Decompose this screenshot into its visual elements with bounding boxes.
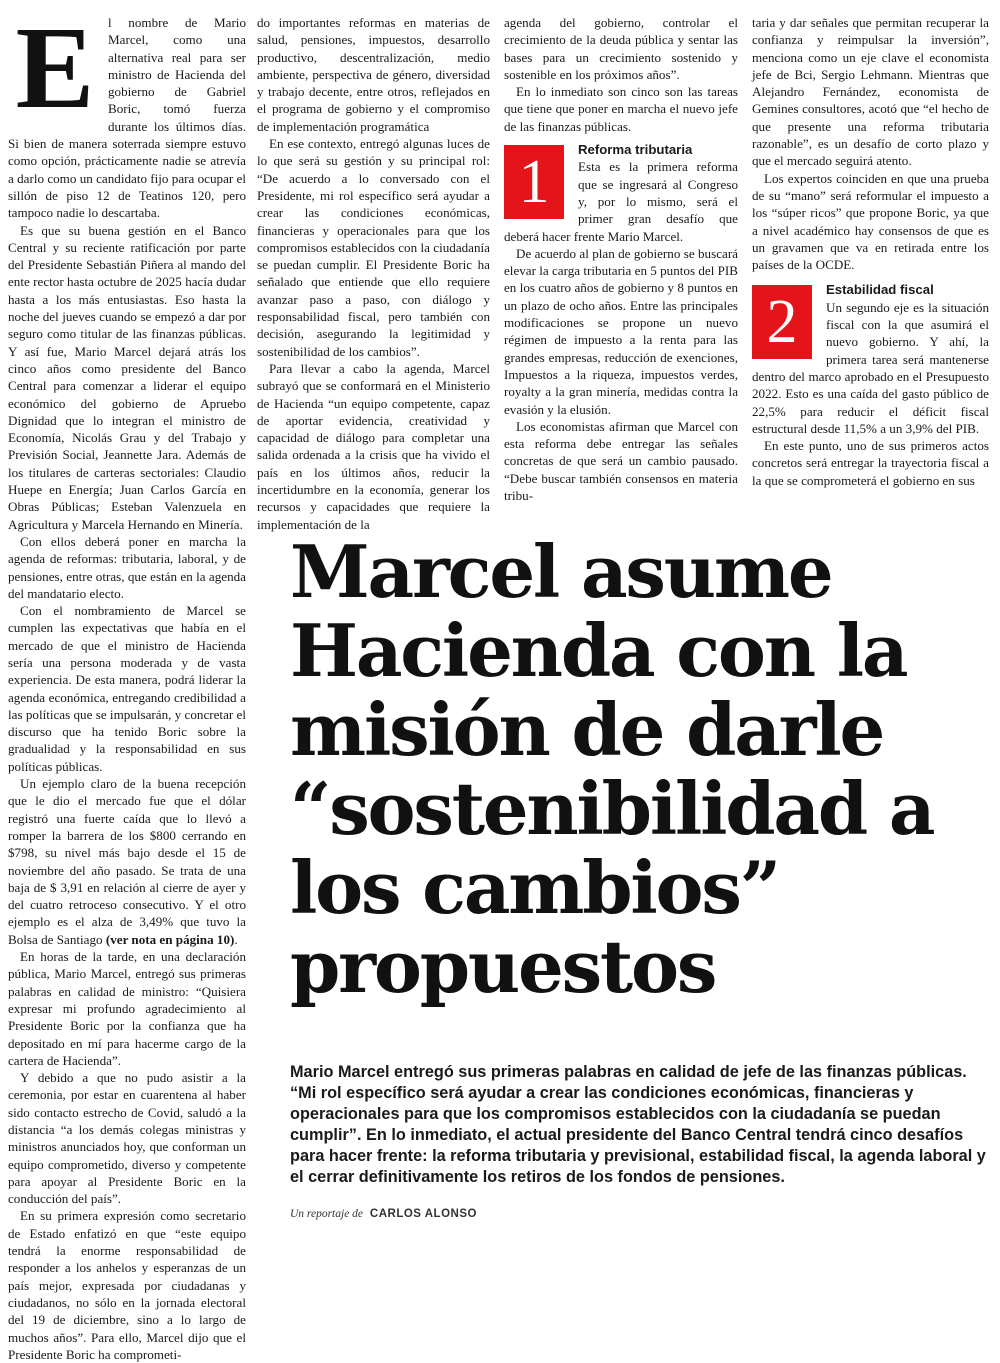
article-column-4 (752, 14, 989, 489)
byline-prefix: Un reportaje de (290, 1208, 364, 1220)
paragraph: En su primera expresión como secretario de Estado enfatizó en que “este equipo tendrá la enorme responsabilidad de responder a los anhelos y esperanzas de un país mejor, expresada por ciudadanas y ciudadanos, no sólo en la jornada electoral del 19 de diciembre, sino a lo largo de muchos años”. Para ello, Marcel dijo que el Presidente Boric ha comprometi- (8, 1208, 246, 1362)
paragraph: agenda del gobierno, controlar el crecimiento de la deuda pública y sentar las bases para un crecimiento sostenido y sostenible en los próximos años”. (504, 15, 738, 82)
section-title: Estabilidad fiscal (826, 282, 934, 298)
page-reference: (ver nota en página 10) (105, 931, 235, 947)
paragraph: Un ejemplo claro de la buena recepción que le dio el mercado fue que el dólar registró una fuerte caída que lo llevó a romper la barrera de los $800 cerrando en $798, su nivel más bajo desde el 15 de noviembre del año pasado. Se trata de una baja de $ 3,91 en relación al cierre de ayer y del cuatro retroceso consecutivo. Y el otro ejemplo es el alza de 3,49% que tuvo la Bolsa de Santiago (ver nota en página 10). (8, 776, 246, 947)
paragraph: l nombre de Mario Marcel, como una alternativa real para ser ministro de Hacienda del gobierno de Gabriel Boric, tomó fuerza durante los últimos días. Si bien de manera soterrada siempre estuvo como opción, prácticamente nadie se atrevía a darlo como un candidato fijo para ocupar el sillón de piso 12 de Teatinos 120, pero tampoco nadie lo descartaba. (8, 15, 246, 221)
paragraph: En horas de la tarde, en una declaración pública, Mario Marcel, entregó sus primeras palabras en calidad de ministro: “Quisiera expresar mi profundo agradecimiento al Presidente Boric por la confianza que ha depositado en mí para hacerme cargo de la cartera de Hacienda”. (8, 949, 246, 1068)
paragraph-text: Un ejemplo claro de la buena recepción que le dio el mercado fue que el dólar registró una fuerte caída que lo llevó a romper la barrera de los $800 cerrando en $798, su nivel más bajo desde el 15 de noviembre del año pasado. Se trata de una baja de $ 3,91 en relación al cierre de ayer y del cuatro retroceso consecutivo. Y el otro ejemplo es el alza de 3,49% que tuvo la Bolsa de Santiago (8, 776, 246, 947)
paragraph: do importantes reformas en materias de salud, pensiones, impuestos, desarrollo productivo, descentralización, medio ambiente, perspectiva de género, diversidad y trabajo decente, entre otros, reflejados en el programa de gobierno y el compromiso de implementación programática (257, 15, 490, 134)
paragraph: En este punto, uno de sus primeros actos concretos será entregar la trayectoria fiscal a la que se comprometerá el gobierno en sus (752, 438, 989, 488)
headline: Marcel asume Hacienda con la misión de darle “sostenibilidad a los cambios” propuestos (290, 529, 934, 1009)
section-reforma-tributaria (504, 141, 738, 504)
paragraph: Es que su buena gestión en el Banco Central y su reciente ratificación por parte del Presidente Sebastián Piñera al mando del ente rector hasta octubre de 2025 hacía dudar hasta a los más entusiastas. Eso hasta la noche del jueves cuando se empezó a dar por seguro como titular de las finanzas públicas. Y así fue, Mario Marcel dejará atrás los cinco años como presidente del Banco Central para comenzar a liderar el equipo económico del gobierno de Apruebo Dignidad que lo integran el ministro de Economía, Nicolás Grau y del Trabajo y Previsión Social, Jeannette Jara. Además de los titulares de carteras sectoriales: Claudio Huepe en Energía; Juan Carlos García en Obras Públicas; Esteban Valenzuela en Agricultura y Marcela Hernando en Minería. (8, 222, 246, 532)
byline-author: CARLOS ALONSO (369, 1208, 477, 1220)
paragraph: De acuerdo al plan de gobierno se buscará elevar la carga tributaria en 5 puntos del PIB en los cuatro años de gobierno y 8 puntos en un plazo de ocho años. Entre las principales modificaciones se propone un nuevo régimen de impuesto a la renta para las grandes empresas, reducción de exenciones, Impuestos a la riqueza, impuestos verdes, royalty a la gran minería, medidas contra la evasión y la elusión. (504, 245, 738, 417)
section-number-badge: 2 (752, 285, 812, 359)
byline (290, 1208, 477, 1220)
section-number-badge: 1 (504, 145, 564, 219)
paragraph: Con el nombramiento de Marcel se cumplen las expectativas que había en el mercado de que el ministro de Hacienda sería una persona moderada y de vasta experiencia. De esta manera, podrá liderar la agenda económica, entregando credibilidad a las políticas que se impulsarán, y concretar el discurso que ha tenido Boric sobre la gradualidad y la responsabilidad en sus políticas públicas. (8, 603, 246, 774)
section-title: Reforma tributaria (578, 142, 693, 158)
paragraph: En ese contexto, entregó algunas luces de lo que será su gestión y su principal rol: “De acuerdo a lo conversado con el Presidente, mi rol específico será ayudar a crear las condiciones económicas, financieras y operacionales para que los compromisos establecidos con la ciudadanía se puedan cumplir. El Presidente Boric ha señalado que entiende que ello requiere avanzar paso a paso, con diálogo y responsabilidad fiscal, pero también con decisión, asegurando la legitimidad y sostenibilidad de los cambios”. (257, 136, 490, 359)
paragraph: Con ellos deberá poner en marcha la agenda de reformas: tributaria, laboral, y de pensiones, entre otras, que están en la agenda del mandatario electo. (8, 533, 246, 601)
paragraph: Esta es la primera reforma que se ingresará al Congreso y, por lo mismo, será el primer gran desafío que deberá hacer frente Mario Marcel. (504, 159, 738, 244)
article-column-1 (8, 2, 246, 1363)
paragraph: Para llevar a cabo la agenda, Marcel subrayó que se conformará en el Ministerio de Hacienda “un equipo competente, capaz de aportar evidencia, creatividad y capacidad de diálogo para completar una salida ordenada a la crisis que ha vivido el país en los últimos años, reducir la incertidumbre en la economía, generar los recursos y capacidades que requiere la implementación de la (257, 360, 490, 532)
paragraph: Los economistas afirman que Marcel con esta reforma debe entregar las señales concretas de que será un cambio pausado. “Debe buscar también consensos en materia tribu- (504, 418, 738, 504)
lead-paragraph: Mario Marcel entregó sus primeras palabras en calidad de jefe de las finanzas públicas. “Mi rol específico será ayudar a crear las condiciones económicas, financieras y operacionales para que los compromisos establecidos con la ciudadanía se puedan cumplir”. En lo inmediato, el actual presidente del Banco Central tendrá cinco desafíos para hacer frente: la reforma tributaria y previsional, estabilidad fiscal, la agenda laboral y el cerrar definitivamente los retiros de los fondos de pensiones. (290, 1063, 986, 1186)
drop-cap: E (15, 2, 95, 133)
paragraph: Los expertos coinciden en que una prueba de su “mano” será reformular el impuesto a los “súper ricos” que propone Boric, ya que a nivel académico hay consensos de que es un gravamen que va en retirada entre los países de la OCDE. (752, 170, 989, 273)
paragraph: Un segundo eje es la situación fiscal con la que asumirá el nuevo gobierno. Y ahí, la primera tarea será mantenerse dentro del marco aprobado en el Presupuesto 2022. Esto es una caída del gasto público de 22,5% para reducir el déficit fiscal estructural desde 11,5% a un 3,9% del PIB. (752, 299, 989, 436)
paragraph: Y debido a que no pudo asistir a la ceremonia, por estar en cuarentena al haber sido contacto estrecho de Covid, saludó a la distancia “a los demás colegas ministras y ministros anunciados hoy, que conforman un equipo comprometido, diverso y competente para apoyar al Presidente Boric en la conducción del país”. (8, 1070, 246, 1207)
section-estabilidad-fiscal (752, 281, 989, 489)
article-column-3 (504, 14, 738, 504)
article-column-2 (257, 14, 490, 533)
paragraph: taria y dar señales que permitan recuperar la confianza y reimpulsar la inversión”, menciona como un eje clave el economista jefe de Bci, Sergio Lehmann. Mientras que Alejandro Fernández, economista de Gemines consultores, acotó que “el hecho de que presente una reforma tributaria razonable”, es un desafío de corto plazo y que el mercado seguirá atento. (752, 15, 989, 169)
paragraph: En lo inmediato son cinco son las tareas que tiene que poner en marcha el nuevo jefe de las finanzas públicas. (504, 84, 738, 134)
